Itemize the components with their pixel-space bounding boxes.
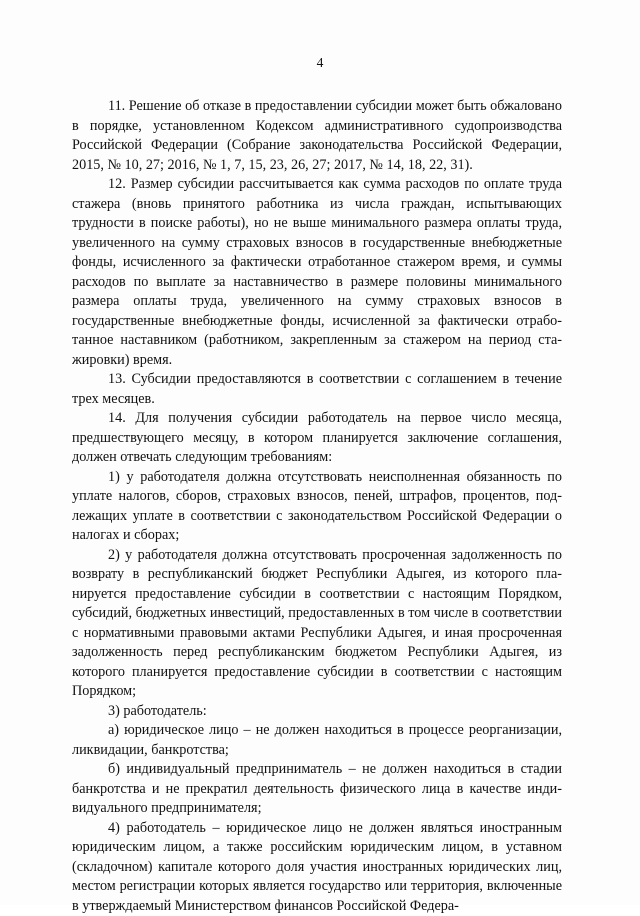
document-body — [72, 97, 562, 916]
paragraph-11-appeal: 11. Решение об отказе в предоставлении субсидии может быть обжаловано в порядке, установленном Кодексом административного судопроизводства Российской Федерации (Собрание законодательства Российской Федерации, 2015, № 10, 27; 2016, № 1, 7, 15, 23, 26, 27; 2017, № 14, 18, 22, 31). — [72, 97, 562, 175]
page-number: 4 — [0, 55, 640, 71]
requirement-1-taxes: 1) у работодателя должна отсутствовать неисполненная обязанность по уплате налогов, сборов, страховых взносов, пеней, штрафов, процентов, подлежащих уплате в соответствии с законодательством Российской Федерации о налогах и сборах; — [72, 468, 562, 546]
paragraph-14-requirements: 14. Для получения субсидии работодатель на первое число месяца, предшествующего месяцу, в котором планируется заключение соглашения, должен отвечать следующим требованиям: — [72, 409, 562, 468]
requirement-4-foreign-entity: 4) работодатель – юридическое лицо не должен являться иностранным юридическим лицом, а также российским юридическим лицом, в уставном (складочном) капитале которого доля участия иностранных юридических лиц, местом регистрации которых является государство или территория, включенные в утверждаемый Министерством финансов Российской Федера- — [72, 819, 562, 916]
requirement-3b-entrepreneur: б) индивидуальный предприниматель – не должен находиться в стадии банкротства и не прекратил деятельность физического лица в качестве индивидуального предпринимателя; — [72, 760, 562, 819]
paragraph-12-subsidy-amount: 12. Размер субсидии рассчитывается как сумма расходов по оплате труда стажера (вновь принятого работника из числа граждан, испытывающих трудности в поиске работы), но не выше минимального размера оплаты труда, увеличенного на сумму страховых взносов в государственные внебюджетные фонды, исчисленного за фактически отработанное стажером время, и суммы расходов по выплате за наставничество в размере половины минимального размера оплаты труда, увеличенного на сумму страховых взносов в государственные внебюджетные фонды, исчисленной за фактически отработанное наставником (работником, закрепленным за стажером на период стажировки) время. — [72, 175, 562, 370]
paragraph-13-term: 13. Субсидии предоставляются в соответствии с соглашением в течение трех месяцев. — [72, 370, 562, 409]
requirement-3a-legal-entity: а) юридическое лицо – не должен находиться в процессе реорганизации, ликвидации, банкротства; — [72, 721, 562, 760]
requirement-3-employer: 3) работодатель: — [72, 702, 562, 722]
requirement-2-debt: 2) у работодателя должна отсутствовать просроченная задолженность по возврату в республиканский бюджет Республики Адыгея, из которого планируется предоставление субсидии в соответствии с настоящим Порядком, субсидий, бюджетных инвестиций, предоставленных в том числе в соответствии с нормативными правовыми актами Республики Адыгея, и иная просроченная задолженность перед республиканским бюджетом Республики Адыгея, из которого планируется предоставление субсидии в соответствии с настоящим Порядком; — [72, 546, 562, 702]
